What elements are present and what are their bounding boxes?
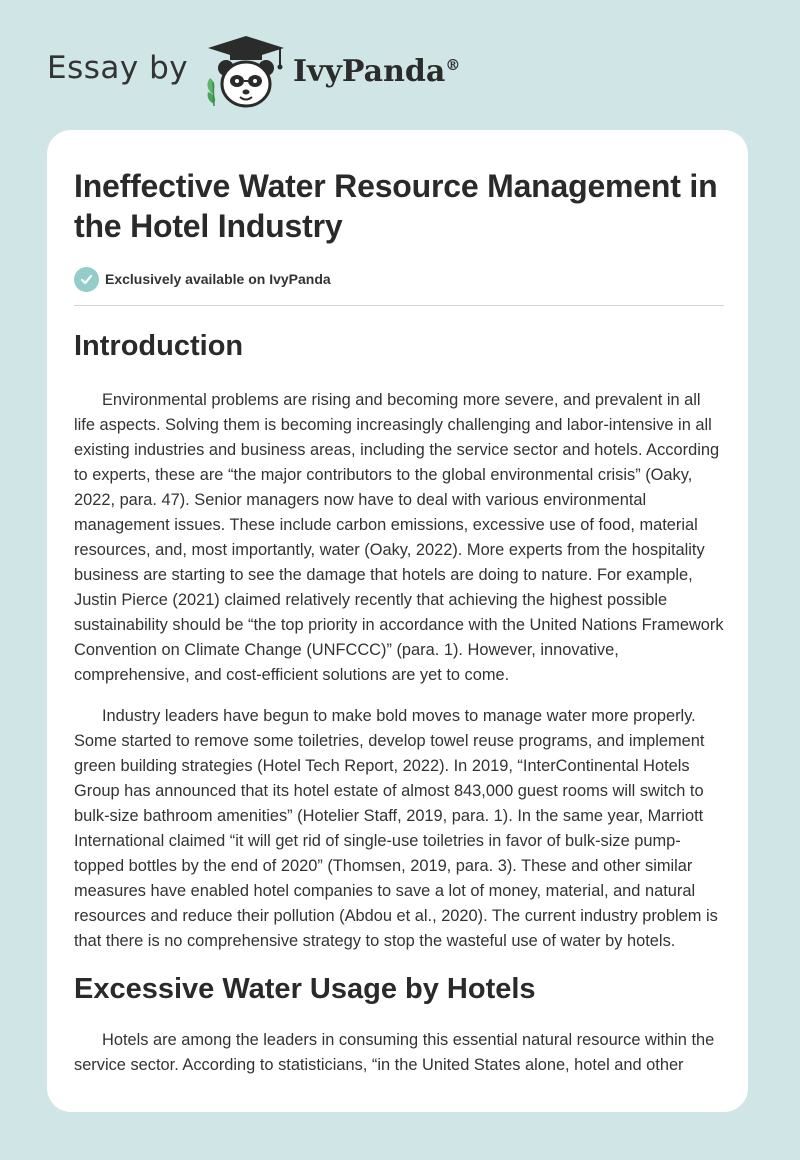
brand-name[interactable] — [293, 54, 460, 89]
essay-by-label: Essay by — [47, 50, 189, 86]
section-heading-introduction: Introduction — [74, 330, 244, 362]
site-header — [0, 0, 800, 130]
essay-title: Ineffective Water Resource Management in the Hotel Industry — [74, 168, 718, 244]
title-divider — [74, 305, 724, 306]
section-heading-excessive-water-usage: Excessive Water Usage by Hotels — [74, 973, 536, 1005]
brand-text: IvyPanda — [293, 54, 446, 89]
paragraph: Industry leaders have begun to make bold moves to manage water more properly. Some started to remove some toiletries, develop towel reuse programs, and implement green building strategies (Hotel Tech Report, 2022). In 2019, “InterContinental Hotels Group has announced that its hotel estate of almost 843,000 guest rooms will switch to bulk-size bathroom amenities” (Hotelier Staff, 2019, para. 1). In the same year, Marriott International claimed “it will get rid of single-use toiletries in favor of bulk-size pump-topped bottles by the end of 2020” (Thomsen, 2019, para. 3). These and other similar measures have enabled hotel companies to save a lot of money, material, and natural resources and reduce their pollution (Abdou et al., 2020). The current industry problem is that there is no comprehensive strategy to stop the wasteful use of water by hotels. — [74, 707, 718, 950]
essay-content — [74, 166, 724, 1078]
paragraph: Hotels are among the leaders in consuming this essential natural resource within the service sector. According to statisticians, “in the United States alone, hotel and other — [74, 1031, 715, 1074]
registered-mark: ® — [445, 56, 461, 74]
exclusive-label: Exclusively available on IvyPanda — [105, 271, 331, 287]
essay-card — [47, 130, 748, 1112]
panda-graduate-logo-icon[interactable] — [200, 34, 292, 110]
check-circle-icon — [74, 267, 99, 292]
paragraph: Environmental problems are rising and becoming more severe, and prevalent in all life aspects. Solving them is becoming increasingly challenging and labor-intensive in all existing industries and business areas, including the service sector and hotels. According to experts, these are “the major contributors to the global environmental crisis” (Oaky, 2022, para. 47). Senior managers now have to deal with various environmental management issues. These include carbon emissions, excessive use of food, material resources, and, most importantly, water (Oaky, 2022). More experts from the hospitality business are starting to see the damage that hotels are doing to nature. For example, Justin Pierce (2021) claimed relatively recently that achieving the highest possible sustainability should be “the top priority in accordance with the United Nations Framework Convention on Climate Change (UNFCCC)” (para. 1). However, innovative, comprehensive, and cost-efficient solutions are yet to come. — [74, 391, 724, 684]
exclusive-badge — [74, 264, 724, 294]
